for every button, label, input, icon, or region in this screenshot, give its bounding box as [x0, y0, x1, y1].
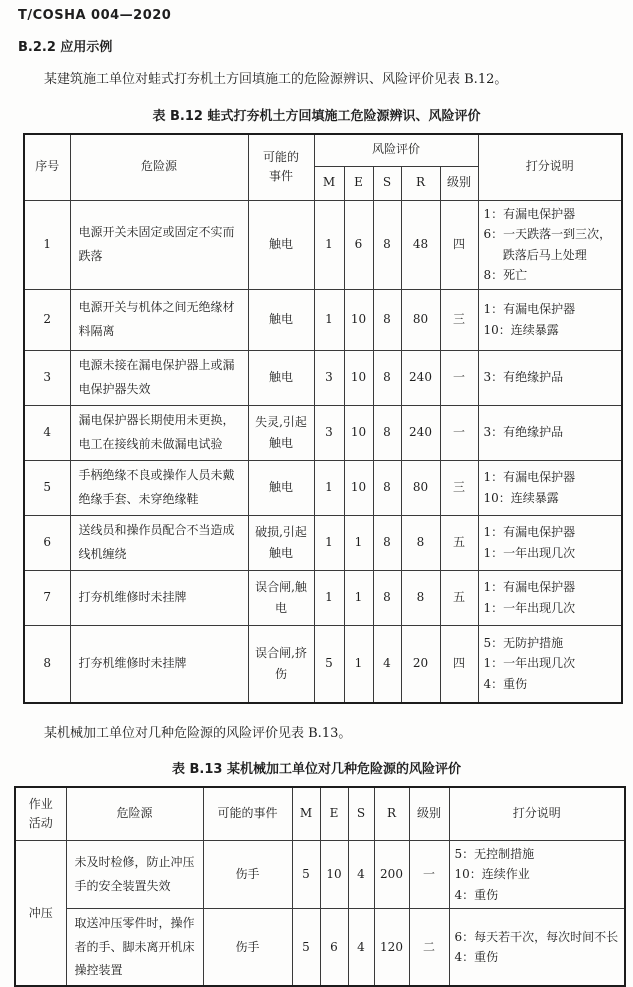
- cell-s: 8: [373, 350, 401, 405]
- cell-event: 触电: [248, 460, 314, 515]
- table-row: [24, 460, 622, 515]
- cell-event: 误合闸,挤伤: [248, 625, 314, 703]
- cell-e: 10: [344, 460, 373, 515]
- cell-hazard: 未及时检修，防止冲压手的安全装置失效: [66, 841, 203, 909]
- cell-notes: [449, 841, 625, 909]
- note-line: 4：重伤: [483, 676, 528, 691]
- cell-m: 1: [314, 460, 344, 515]
- note-line: 3：有绝缘护品: [483, 425, 564, 440]
- note-line: 6：一天跌落一到三次，跌落后马上处理: [483, 227, 612, 262]
- cell-s: 8: [373, 570, 401, 625]
- note-line: 5：无控制措施: [454, 847, 535, 861]
- cell-s: 8: [373, 515, 401, 570]
- note-line: 4：重伤: [454, 887, 499, 902]
- cell-m: 3: [314, 405, 344, 460]
- note-line: 3：有绝缘护品: [483, 370, 564, 385]
- col-header-hazard: 危险源: [66, 787, 203, 841]
- col-header-event: [248, 134, 314, 201]
- table-row: [15, 841, 625, 909]
- table-row: [24, 350, 622, 405]
- col-header-m: M: [292, 787, 320, 841]
- cell-s: 8: [373, 405, 401, 460]
- table-b13: [14, 786, 626, 987]
- cell-level: 四: [440, 625, 478, 703]
- cell-r: 8: [401, 570, 440, 625]
- note-line: 1：有漏电保护器: [483, 525, 576, 540]
- cell-notes: [478, 200, 622, 289]
- note-line: 1：有漏电保护器: [483, 206, 576, 221]
- cell-level: 一: [440, 350, 478, 405]
- note-line: 10：连续暴露: [483, 322, 559, 337]
- col-header-level: 级别: [409, 787, 449, 841]
- cell-index: 5: [24, 460, 70, 515]
- table-row: [24, 515, 622, 570]
- note-line: 6：每天若干次，每次时间不长: [454, 929, 619, 944]
- table-row: [24, 200, 622, 289]
- table-b13-title: 表 B.13 某机械加工单位对几种危险源的风险评价: [172, 762, 461, 777]
- cell-index: 4: [24, 405, 70, 460]
- col-header-event-line1: 可能的: [262, 149, 299, 164]
- note-line: 10：连续作业: [454, 867, 530, 882]
- table-row: [24, 570, 622, 625]
- intro-paragraph-b12: 某建筑施工单位对蛙式打夯机土方回填施工的危险源辨识、风险评价见表 B.12。: [44, 72, 508, 87]
- cell-level: 一: [409, 841, 449, 909]
- col-header-event: 可能的事件: [203, 787, 292, 841]
- col-header-activity: [15, 787, 66, 841]
- cell-s: 4: [348, 909, 374, 987]
- cell-r: 240: [401, 350, 440, 405]
- note-line: 1：有漏电保护器: [483, 580, 576, 595]
- cell-hazard: 手柄绝缘不良或操作人员未戴绝缘手套、未穿绝缘鞋: [70, 460, 248, 515]
- col-header-risk-group: 风险评价: [314, 134, 478, 167]
- cell-m: 5: [292, 909, 320, 987]
- cell-event: 伤手: [203, 841, 292, 909]
- col-header-level: 级别: [440, 166, 478, 200]
- cell-hazard: 电源未接在漏电保护器上或漏电保护器失效: [70, 350, 248, 405]
- cell-notes: [449, 909, 625, 987]
- col-header-notes: 打分说明: [478, 134, 622, 201]
- cell-level: 四: [440, 200, 478, 289]
- cell-e: 6: [344, 200, 373, 289]
- cell-event: 伤手: [203, 909, 292, 987]
- cell-event: 触电: [248, 200, 314, 289]
- cell-r: 20: [401, 625, 440, 703]
- cell-index: 8: [24, 625, 70, 703]
- cell-s: 8: [373, 289, 401, 350]
- cell-level: 五: [440, 515, 478, 570]
- cell-e: 1: [344, 515, 373, 570]
- cell-r: 48: [401, 200, 440, 289]
- cell-s: 8: [373, 460, 401, 515]
- cell-event: 触电: [248, 350, 314, 405]
- col-header-activity-line1: 作业: [28, 796, 53, 811]
- col-header-r: R: [374, 787, 409, 841]
- cell-hazard: 电源开关与机体之间无绝缘材料隔离: [70, 289, 248, 350]
- col-header-s: S: [373, 166, 401, 200]
- cell-e: 10: [320, 841, 348, 909]
- cell-r: 8: [401, 515, 440, 570]
- cell-notes: [478, 570, 622, 625]
- cell-hazard: 打夯机维修时未挂牌: [70, 570, 248, 625]
- cell-hazard: 送线员和操作员配合不当造成线机缠绕: [70, 515, 248, 570]
- cell-r: 80: [401, 460, 440, 515]
- cell-r: 120: [374, 909, 409, 987]
- cell-event: 破损,引起触电: [248, 515, 314, 570]
- cell-m: 5: [292, 841, 320, 909]
- note-line: 1：有漏电保护器: [483, 470, 576, 485]
- cell-e: 10: [344, 289, 373, 350]
- note-line: 10：连续暴露: [483, 490, 559, 505]
- col-header-notes: 打分说明: [449, 787, 625, 841]
- cell-index: 2: [24, 289, 70, 350]
- note-line: 8：死亡: [483, 267, 528, 282]
- cell-event: 失灵,引起触电: [248, 405, 314, 460]
- table-row: [15, 909, 625, 987]
- cell-m: 1: [314, 570, 344, 625]
- cell-index: 3: [24, 350, 70, 405]
- cell-level: 二: [409, 909, 449, 987]
- cell-index: 1: [24, 200, 70, 289]
- cell-activity: 冲压: [15, 841, 66, 987]
- cell-s: 8: [373, 200, 401, 289]
- cell-e: 10: [344, 405, 373, 460]
- cell-r: 200: [374, 841, 409, 909]
- cell-s: 4: [348, 841, 374, 909]
- cell-notes: [478, 289, 622, 350]
- cell-index: 6: [24, 515, 70, 570]
- header-row-group: [24, 134, 622, 167]
- table-b12: [23, 133, 623, 704]
- cell-event: 触电: [248, 289, 314, 350]
- cell-r: 80: [401, 289, 440, 350]
- header-row: [15, 787, 625, 841]
- cell-m: 1: [314, 515, 344, 570]
- table-b12-title: 表 B.12 蛙式打夯机土方回填施工危险源辨识、风险评价: [152, 108, 481, 124]
- intro-paragraph-b13: 某机械加工单位对几种危险源的风险评价见表 B.13。: [44, 725, 352, 741]
- cell-notes: [478, 350, 622, 405]
- cell-hazard: 电源开关未固定或固定不实而跌落: [70, 200, 248, 289]
- cell-e: 1: [344, 570, 373, 625]
- cell-level: 五: [440, 570, 478, 625]
- cell-notes: [478, 515, 622, 570]
- cell-r: 240: [401, 405, 440, 460]
- cell-notes: [478, 460, 622, 515]
- col-header-e: E: [344, 166, 373, 200]
- note-line: 1：一年出现几次: [483, 656, 576, 671]
- cell-level: 三: [440, 289, 478, 350]
- note-line: 4：重伤: [454, 950, 499, 965]
- table-row: [24, 405, 622, 460]
- table-row: [24, 289, 622, 350]
- cell-e: 10: [344, 350, 373, 405]
- cell-e: 1: [344, 625, 373, 703]
- cell-notes: [478, 405, 622, 460]
- cell-hazard: 打夯机维修时未挂牌: [70, 625, 248, 703]
- cell-m: 3: [314, 350, 344, 405]
- doc-code: T/COSHA 004—2020: [18, 8, 172, 23]
- cell-m: 5: [314, 625, 344, 703]
- cell-m: 1: [314, 289, 344, 350]
- section-heading: B.2.2 应用示例: [18, 40, 113, 55]
- col-header-event-line2: 事件: [268, 169, 293, 183]
- col-header-activity-line2: 活动: [28, 816, 53, 830]
- note-line: 1：一年出现几次: [483, 545, 576, 560]
- cell-s: 4: [373, 625, 401, 703]
- col-header-hazard: 危险源: [70, 134, 248, 201]
- cell-hazard: 取送冲压零件时，操作者的手、脚未离开机床操控装置: [66, 909, 203, 987]
- cell-level: 一: [440, 405, 478, 460]
- cell-m: 1: [314, 200, 344, 289]
- col-header-m: M: [314, 166, 344, 200]
- table-row: [24, 625, 622, 703]
- note-line: 5：无防护措施: [483, 635, 564, 650]
- cell-level: 三: [440, 460, 478, 515]
- cell-event: 误合闸,触电: [248, 570, 314, 625]
- cell-e: 6: [320, 909, 348, 987]
- col-header-index: 序号: [24, 134, 70, 201]
- col-header-e: E: [320, 787, 348, 841]
- note-line: 1：有漏电保护器: [483, 302, 576, 317]
- cell-index: 7: [24, 570, 70, 625]
- col-header-r: R: [401, 166, 440, 200]
- note-line: 1：一年出现几次: [483, 600, 576, 615]
- cell-notes: [478, 625, 622, 703]
- cell-hazard: 漏电保护器长期使用未更换，电工在接线前未做漏电试验: [70, 405, 248, 460]
- col-header-s: S: [348, 787, 374, 841]
